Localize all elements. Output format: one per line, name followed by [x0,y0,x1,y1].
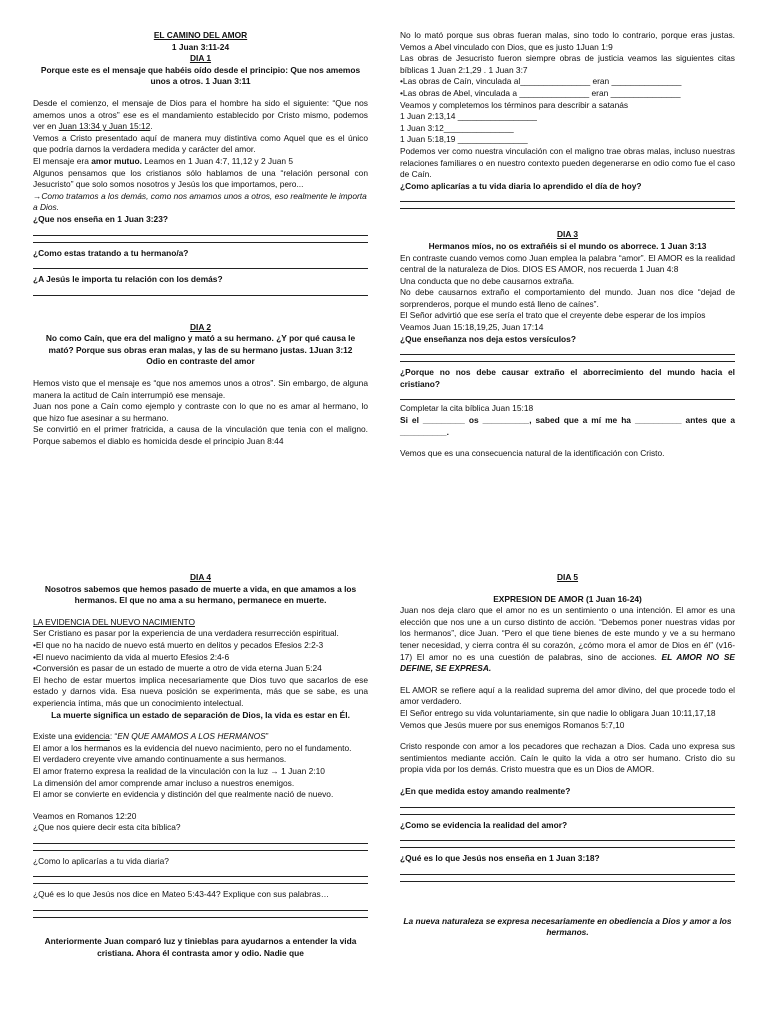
day-4-paragraph: El amor a los hermanos es la evidencia del nuevo nacimiento, pero no el fundamento. [33,742,352,753]
day-1-paragraph: Algunos pensamos que los cristianos sólo hablamos de una “relación personal con Jesucristo” que solo somos nosotros y Jesús los que importamos, pero... [33,167,368,190]
fill-blank-item: •Las obras de Caín, vinculada al_______________ eran _______________ [400,76,682,87]
day-1-paragraph: →Como tratamos a los demás, como nos amamos unos a otros, eso realmente le importa a Dios. [33,190,367,213]
title-reference: 1 Juan 3:11-24 [171,41,230,52]
day-1-heading: DIA 1 [189,53,212,64]
day-5-paragraph: Juan nos deja claro que el amor no es un sentimiento o una intención. El amor es una elección que nos une a un curso distinto de acción. “Debemos poner nuestras vidas por los hermanos”, dice Juan. “Pero el que tiene bienes de este mundo y ve a su hermano tener necesidad, y cierra contra él su corazón, ¿cómo mora el amor de Dios en él” (v16-17) El amor no es una cuestión de palabras, sino de acciones. EL AMOR NO SE DEFINE, SE EXPRESA. [400,605,735,674]
day-2-subtitle: Odio en contraste del amor [146,356,255,367]
bullet-item: •Conversión es pasar de un estado de muerte a otro de vida eterna Juan 5:24 [33,663,322,674]
day-2-paragraph: Podemos ver como nuestra vinculación con el maligno trae obras malas, incluso nuestras relaciones familiares o en nuestro contexto pueden degenerarse en odio como fue el caso de Caín. [400,145,735,180]
day-4-paragraph: El verdadero creyente vive amando continuamente a sus hermanos. [33,754,287,765]
day-5-paragraph: EL AMOR se refiere aquí a la realidad suprema del amor divino, del que procede todo el amor verdadero. [400,684,735,707]
answer-line[interactable] [33,883,368,884]
question: ¿Como estas tratando a tu hermano/a? [33,247,189,258]
question: ¿Como se evidencia la realidad del amor? [400,819,568,830]
answer-line[interactable] [400,874,735,875]
answer-line[interactable] [33,242,368,243]
day-4-paragraph: Veamos en Romanos 12:20 [33,810,137,821]
day-1-paragraph: El mensaje era amor mutuo. Leamos en 1 Juan 4:7, 11,12 y 2 Juan 5 [33,155,294,166]
answer-line[interactable] [400,399,735,400]
question: ¿Que enseñanza nos deja estos versículos? [400,333,576,344]
fill-blank-item: 1 Juan 2:13,14 _________________ [400,111,537,122]
day-2-paragraph: Hemos visto que el mensaje es “que nos amemos unos a otros”. Sin embargo, de alguna manera la actitud de Caín interrumpió ese mensaje. [33,378,368,400]
column-dia-1-2 [33,30,368,448]
day-4-verse: Nosotros sabemos que hemos pasado de muerte a vida, en que amamos a los hermanos. El que no ama a su hermano, permanece en muerte. [44,583,357,606]
day-5-paragraph: Vemos que Jesús muere por sus enemigos Romanos 5:7,10 [400,719,625,730]
day-5-heading: DIA 5 [556,572,579,582]
day-4-highlight: La muerte significa un estado de separación de Dios, la vida es estar en Él. [51,709,350,720]
day-2-paragraph: Se convirtió en el primer fratricida, a causa de la vinculación que tenia con el maligno. Porque sabemos el diablo es homicida desde el principio Juan 8:44 [33,424,368,447]
answer-line[interactable] [33,876,368,877]
answer-line[interactable] [400,840,735,841]
answer-line[interactable] [400,201,735,202]
day-1-verse: Porque este es el mensaje que habéis oído desde el principio: Que nos amemos unos a otros. 1 Juan 3:11 [40,64,361,87]
day-2-paragraph: Veamos y completemos los términos para describir a satanás [400,99,629,110]
day-1-paragraph: Desde el comienzo, el mensaje de Dios para el hombre ha sido el siguiente: “Que nos amemos unos a otros” ese es el mandamiento establecido por Cristo mismo, podemos ver en Juan 13:34 y Juan 15:12. [33,97,368,132]
day-3-paragraph: No debe causarnos extraño el comportamiento del mundo. Juan nos dice “dejad de sorprenderos, porque el mundo está lleno de caínes”. [400,287,735,309]
day-4-paragraph: El amor se convierte en evidencia y distinción del que realmente nació de nuevo. [33,789,334,800]
day-3-verse: Hermanos míos, no os extrañéis si el mundo os aborrece. 1 Juan 3:13 [428,240,707,251]
day-3-paragraph: Vemos que es una consecuencia natural de la identificación con Cristo. [400,448,665,459]
answer-line[interactable] [400,354,735,355]
question: ¿Porque no nos debe causar extraño el aborrecimiento del mundo hacia el cristiano? [400,367,735,389]
question: ¿Que nos enseña en 1 Juan 3:23? [33,213,168,224]
question: ¿Que nos quiere decir esta cita bíblica? [33,822,181,833]
day-5-subtitle: EXPRESION DE AMOR (1 Juan 16-24) [493,593,642,604]
day-3-heading: DIA 3 [556,229,579,240]
column-dia-4 [33,572,368,959]
answer-line[interactable] [400,807,735,808]
day-2-paragraph: Las obras de Jesucristo fueron siempre obras de justicia veamos las siguientes citas bíblicas 1 Juan 2:1,29 . 1 Juan 3:7 [400,53,735,75]
day-3-paragraph: Una conducta que no debe causarnos extraña. [400,275,575,286]
day-5-closing: La nueva naturaleza se expresa necesariamente en obediencia a Dios y amor a los hermanos. [403,915,732,938]
bullet-item: •El que no ha nacido de nuevo está muerto en delitos y pecados Efesios 2:2-3 [33,639,324,650]
question: ¿A Jesús le importa tu relación con los demás? [33,274,223,285]
day-4-paragraph: Existe una evidencia: “EN QUE AMAMOS A LOS HERMANOS” [33,731,269,742]
day-1-paragraph: Vemos a Cristo presentado aquí de manera muy distintiva como Aquel que es el único que podría darnos la verdadera medida y carácter del amor. [33,132,368,155]
section-heading: LA EVIDENCIA DEL NUEVO NACIMIENTO [33,616,195,627]
day-4-paragraph: El amor fraterno expresa la realidad de la vinculación con la luz → 1 Juan 2:10 [33,765,325,776]
fill-blank-verse: Si el _________ os __________, sabed que a mí me ha __________ antes que a __________. [400,415,735,437]
day-2-paragraph: No lo mató porque sus obras fueran malas, sino todo lo contrario, porque eras justas. Vemos a Abel vinculado con Dios, que es justo 1Juan 1:9 [400,30,735,52]
day-4-paragraph: Ser Cristiano es pasar por la experiencia de una verdadera resurrección espiritual. [33,628,339,639]
column-dia-5 [400,572,735,939]
day-2-paragraph: Juan nos pone a Caín como ejemplo y contraste con lo que no es amar al hermano, lo que hizo fue asesinar a su hermano. [33,401,368,423]
answer-line[interactable] [33,268,368,269]
fill-blank-item: 1 Juan 3:12_______________ [400,122,514,133]
question: ¿Qué es lo que Jesús nos enseña en 1 Juan 3:18? [400,853,600,864]
bullet-item: •El nuevo nacimiento da vida al muerto Efesios 2:4-6 [33,651,230,662]
day-5-paragraph: Cristo responde con amor a los pecadores que rechazan a Dios. Cada uno expresa sus sentimientos mediante acción. Caín le quito la vida a otro ser humano. Cristo dio su propia vida por los demás. Cristo muestra que es un Dios de AMOR. [400,741,735,775]
day-3-paragraph: En contraste cuando vemos como Juan emplea la palabra “amor”. El AMOR es la realidad central de la naturaleza de Dios. DIOS ES AMOR, nos recuerda 1 Juan 4:8 [400,252,735,275]
day-2-heading: DIA 2 [189,321,212,332]
answer-line[interactable] [400,847,735,848]
question: ¿En que medida estoy amando realmente? [400,785,571,796]
day-4-paragraph: La dimensión del amor comprende amar incluso a nuestros enemigos. [33,777,295,788]
fill-blank-item: 1 Juan 5:18,19 _______________ [400,134,528,145]
answer-line[interactable] [33,235,368,236]
answer-line[interactable] [33,843,368,844]
answer-line[interactable] [400,361,735,362]
question: ¿Como lo aplicarías a tu vida diaria? [33,855,169,866]
day-4-closing: Anteriormente Juan comparó luz y tinieblas para ayudarnos a entender la vida cristiana. Ahora él contrasta amor y odio. Nadie que [44,936,357,958]
document-title: EL CAMINO DEL AMOR [153,30,248,40]
day-5-paragraph: El Señor entrego su vida voluntariamente, sin que nadie lo obligara Juan 10:11,17,18 [400,707,716,718]
fill-blank-item: •Las obras de Abel, vinculada a _______________ eran _______________ [400,87,681,98]
day-3-paragraph: Veamos Juan 15:18,19,25, Juan 17:14 [400,322,544,333]
day-4-heading: DIA 4 [189,572,212,582]
question: ¿Qué es lo que Jesús nos dice en Mateo 5:43-44? Explique con sus palabras… [33,889,330,900]
answer-line[interactable] [400,814,735,815]
answer-line[interactable] [33,910,368,911]
day-2-verse: No como Caín, que era del maligno y mató a su hermano. ¿Y por qué causa le mató? Porque sus obras eran malas, y las de su hermano justas. 1Juan 3:12 [45,333,356,355]
day-3-paragraph: El Señor advirtió que ese sería el trato que el creyente debe esperar de los impíos [400,310,706,321]
question: ¿Como aplicarías a tu vida diaria lo aprendido el día de hoy? [400,180,642,191]
column-dia-2-3 [400,30,735,460]
day-4-paragraph: El hecho de estar muertos implica necesariamente que Dios tuvo que sacarlos de ese estado y darnos vida. Esa nueva posición se experimenta, más que se sabe, es una experiencia íntima, más que un conocimiento intelectual. [33,674,368,708]
fill-instruction: Completar la cita bíblica Juan 15:18 [400,403,534,414]
reference-link: Juan 13:34 y Juan 15:12 [58,121,151,132]
answer-line[interactable] [33,850,368,851]
